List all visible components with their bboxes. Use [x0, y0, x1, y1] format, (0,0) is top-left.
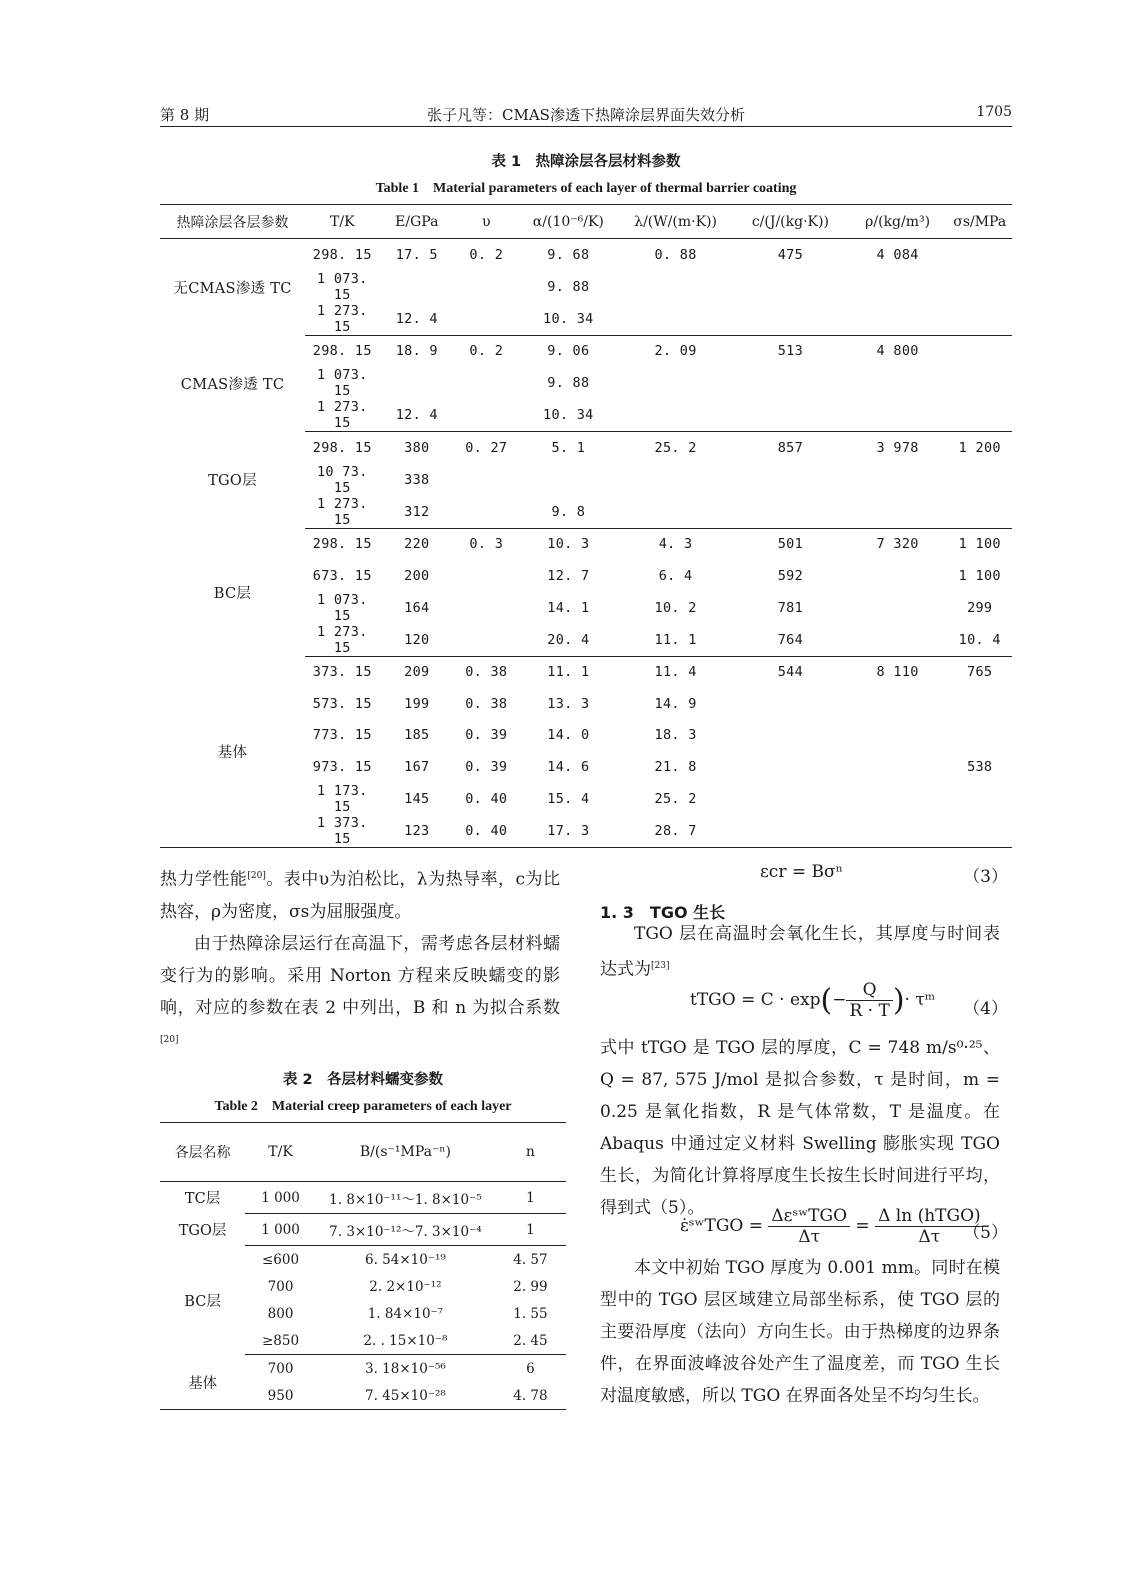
table1-cell: 312 — [404, 503, 430, 520]
table1-cell: 573. 15 — [312, 695, 372, 712]
table1-cell: 200 — [404, 567, 430, 584]
table2-cell: ≤600 — [261, 1251, 300, 1268]
table1-cell: 20. 4 — [547, 631, 590, 648]
left-paragraphs — [160, 860, 560, 1059]
table1-cell — [454, 303, 518, 336]
table1-cell: 14. 6 — [547, 758, 590, 775]
table1-cell: 9. 88 — [547, 375, 590, 391]
table1-cell — [380, 271, 455, 303]
table1-cell: 14. 9 — [654, 695, 697, 712]
table1-cell: 1 273. 15 — [316, 302, 368, 335]
running-title: 张子凡等：CMAS渗透下热障涂层界面失效分析 — [427, 106, 745, 124]
table1-cell: 12. 4 — [395, 407, 438, 423]
table1-cell: 773. 15 — [312, 727, 372, 744]
table1-cell — [848, 783, 948, 815]
table1-layer-name: CMAS渗透 TC — [180, 376, 285, 393]
table1-row — [160, 335, 1012, 367]
table1-cell — [947, 720, 1012, 752]
table1-cell: 10 73. 15 — [316, 463, 368, 496]
table1-cell — [947, 367, 1012, 399]
table1-header-cell: T/K — [305, 205, 380, 239]
table1-cell: 10. 4 — [958, 631, 1001, 648]
table1-cell: 11. 4 — [618, 656, 733, 688]
table1-layer-name: 基体 — [217, 744, 248, 761]
table1-cell: 18. 9 — [380, 335, 455, 367]
table1-cell — [733, 688, 848, 720]
table1-cell: 18. 3 — [654, 727, 697, 744]
table1-cell: 781 — [777, 599, 804, 616]
table1-cell: 185 — [404, 727, 430, 744]
equation-4: tTGO = C · exp(− $\frac{Q}{R \cdot T}$ )· τᵐ — [690, 980, 936, 1021]
table1-cell — [454, 624, 518, 657]
table1-caption-en: Table 1 Material parameters of each layer of thermal barrier coating — [375, 181, 797, 196]
table1-cell: 0. 27 — [454, 432, 518, 464]
table2-row — [160, 1214, 566, 1246]
table1-cell: 298. 15 — [305, 528, 380, 560]
table1-cell: 4 084 — [876, 246, 919, 263]
table1-cell — [947, 688, 1012, 720]
table1-cell — [618, 464, 733, 496]
table1-cell: 21. 8 — [654, 758, 697, 775]
table1-cell: 1 100 — [958, 567, 1001, 584]
table1-header-cell: σs/MPa — [947, 205, 1012, 239]
table1-cell: 544 — [733, 656, 848, 688]
table1-cell — [947, 399, 1012, 432]
page-number: 1705 — [976, 104, 1012, 120]
table1-cell: 10. 34 — [543, 310, 594, 327]
table1-cell — [848, 303, 948, 336]
table1-cell: 973. 15 — [312, 758, 372, 775]
table1-cell — [454, 271, 518, 303]
table1-cell: 13. 3 — [547, 695, 590, 712]
table1-cell: 538 — [967, 758, 993, 775]
table1-cell — [947, 239, 1012, 271]
table1-cell — [454, 399, 518, 432]
table1-cell: 1 173. 15 — [316, 782, 368, 815]
table1-cell — [454, 560, 518, 592]
table1-cell: 199 — [404, 695, 430, 712]
table1-cell: 9. 8 — [551, 503, 586, 520]
table1-cell: 1 200 — [947, 432, 1012, 464]
table1-header-cell: E/GPa — [380, 205, 455, 239]
table2-cell: 700 — [267, 1278, 294, 1295]
table1-cell: 9. 88 — [547, 278, 590, 295]
table1-cell: 0. 2 — [454, 335, 518, 367]
table1-header-cell: λ/(W/(m·K)) — [618, 205, 733, 239]
table1-cell: 164 — [404, 599, 430, 616]
table1-cell: 9. 06 — [519, 335, 619, 367]
table2-row — [160, 1182, 566, 1214]
table1-cell — [733, 815, 848, 848]
table1-cell — [848, 751, 948, 783]
table2-header-cell: T/K — [245, 1123, 316, 1182]
table1-cell — [848, 720, 948, 752]
table1-cell: 14. 1 — [547, 599, 590, 616]
table1-cell: 1 073. 15 — [316, 270, 368, 303]
table2-cell: 700 — [267, 1360, 294, 1377]
table1-cell — [848, 624, 948, 657]
right-paragraph-3: 本文中初始 TGO 厚度为 0.001 mm。同时在模型中的 TGO 层区域建立局部坐标系，使 TGO 层的主要沿厚度（法向）方向生长。由于热梯度的边界条件，在界面波峰波谷处产生了温度差，而 TGO 生长对温度敏感，所以 TGO 在界面各处呈不均匀生长。 — [600, 1258, 1000, 1406]
table2-cell: 1. 84×10⁻⁷ — [367, 1305, 444, 1322]
table1-cell: 373. 15 — [305, 656, 380, 688]
table1-cell: 14. 0 — [547, 727, 590, 744]
table2-cell: 4. 78 — [513, 1387, 548, 1404]
table1-cell: 6. 4 — [658, 567, 693, 584]
table2-layer-name: TC层 — [184, 1191, 221, 1208]
table1-material-parameters — [160, 204, 1012, 848]
table1-cell — [454, 367, 518, 399]
table1-cell: 501 — [733, 528, 848, 560]
table1-cell: 220 — [380, 528, 455, 560]
table2-cell: 950 — [267, 1387, 294, 1404]
table1-cell — [733, 751, 848, 783]
table1-cell — [848, 688, 948, 720]
table2-cell: 6. 54×10⁻¹⁹ — [365, 1251, 446, 1268]
table1-cell: 592 — [777, 567, 804, 584]
table1-cell: 8 110 — [848, 656, 948, 688]
table1-cell — [848, 464, 948, 496]
table2-cell: 2. 45 — [495, 1327, 566, 1355]
table2-row — [160, 1246, 566, 1274]
section-heading: 1. 3 TGO 生长 — [600, 903, 726, 922]
table1-cell — [733, 399, 848, 432]
table1-cell: 299 — [967, 599, 993, 616]
table1-cell: 2. 09 — [618, 335, 733, 367]
table1-cell: 10. 3 — [519, 528, 619, 560]
table1-cell: 380 — [380, 432, 455, 464]
table1-cell — [947, 496, 1012, 529]
table1-layer-name: BC层 — [213, 585, 252, 602]
table1-cell: 338 — [404, 471, 430, 488]
table1-cell — [618, 367, 733, 399]
table1-header-cell: ρ/(kg/m³) — [848, 205, 948, 239]
table1-cell: 12. 7 — [547, 567, 590, 584]
table1-cell — [733, 720, 848, 752]
table1-cell — [733, 496, 848, 529]
right-paragraph-2: 式中 tTGO 是 TGO 层的厚度，C = 748 m/s⁰·²⁵、Q = 87, 575 J/mol 是拟合参数，τ 是时间，m = 0.25 是氧化指数，R 是气体常数，T 是温度。在 Abaqus 中通过定义材料 Swelling 膨胀实现 TGO 生长，为简化计算将厚度生长按生长时间进行平均，得到式（5）。 — [600, 1038, 1000, 1218]
table1-cell — [848, 592, 948, 624]
table2-cell: 1 000 — [245, 1214, 316, 1246]
table1-cell: 298. 15 — [305, 432, 380, 464]
table2-creep-parameters — [160, 1122, 566, 1410]
table1-cell: 5. 1 — [519, 432, 619, 464]
table1-cell — [848, 367, 948, 399]
table2-cell: 1 — [495, 1182, 566, 1214]
table1-cell: 120 — [404, 631, 430, 648]
table2-cell: 1 000 — [245, 1182, 316, 1214]
running-header — [160, 100, 1012, 127]
table2-cell: 800 — [267, 1305, 294, 1322]
table1-layer-name: TGO层 — [208, 473, 257, 490]
table1-header-cell: α/(10⁻⁶/K) — [519, 205, 619, 239]
table1-cell: 1 073. 15 — [316, 367, 368, 399]
citation: [20] — [160, 1034, 179, 1045]
table1-cell: 298. 15 — [305, 335, 380, 367]
table2-cell: 1. 8×10⁻¹¹～1. 8×10⁻⁵ — [316, 1182, 495, 1214]
table1-cell — [848, 815, 948, 848]
table1-cell: 10. 34 — [543, 407, 594, 423]
table1-cell — [618, 399, 733, 432]
table2-cell: 4. 57 — [513, 1251, 548, 1268]
table1-row — [160, 528, 1012, 560]
equation-4-number: （4） — [963, 999, 1008, 1019]
left-paragraph-2: 由于热障涂层运行在高温下，需考虑各层材料蠕变行为的影响。采用 Norton 方程来反映蠕变的影响，对应的参数在表 2 中列出，B 和 n 为拟合系数[20] — [160, 933, 560, 1045]
table2-caption-en: Table 2 Material creep parameters of each layer — [214, 1099, 512, 1114]
table1-cell — [618, 303, 733, 336]
citation: [23] — [651, 961, 670, 971]
table1-cell: 4. 3 — [618, 528, 733, 560]
table1-cell: 15. 4 — [547, 790, 590, 807]
table1-cell: 0. 39 — [465, 727, 508, 744]
table2-layer-name: TGO层 — [160, 1214, 245, 1246]
table1-cell — [733, 783, 848, 815]
table1-cell: 11. 1 — [654, 631, 697, 648]
table1-cell: 0. 39 — [465, 758, 508, 775]
issue-label: 第 8 期 — [160, 106, 210, 124]
table1-cell: 3 978 — [848, 432, 948, 464]
table1-cell — [848, 560, 948, 592]
table1-cell: 673. 15 — [312, 567, 372, 584]
table1-cell — [733, 464, 848, 496]
table1-cell: 1 273. 15 — [316, 495, 368, 528]
table2-row — [160, 1355, 566, 1383]
table2-cell: 2. 2×10⁻¹² — [369, 1278, 442, 1295]
table1-cell — [947, 271, 1012, 303]
table1-cell: 123 — [404, 822, 430, 839]
citation: [20] — [247, 871, 266, 881]
table1-cell — [733, 367, 848, 399]
table1-cell — [733, 303, 848, 336]
table2-cell: 3. 18×10⁻⁵⁶ — [365, 1360, 446, 1377]
equation-3-number: （3） — [963, 867, 1008, 887]
table1-cell: 475 — [777, 246, 804, 263]
table1-header-cell: υ — [454, 205, 518, 239]
table1-cell — [454, 464, 518, 496]
table1-cell: 1 073. 15 — [316, 591, 368, 624]
table1-cell: 4 800 — [848, 335, 948, 367]
right-paragraph-1: TGO 层在高温时会氧化生长，其厚度与时间表达式为[23] — [600, 924, 1000, 980]
table1-cell — [947, 303, 1012, 336]
table1-cell: 513 — [733, 335, 848, 367]
table1-cell — [947, 335, 1012, 367]
table2-caption-cn: 表 2 各层材料蠕变参数 — [282, 1072, 444, 1088]
table1-header-cell: 热障涂层各层参数 — [160, 205, 305, 239]
table1-cell — [947, 783, 1012, 815]
table1-cell: 9. 68 — [547, 246, 590, 263]
equation-5: ε̇ˢʷTGO = $\frac{\text{ΔεˢʷTGO}}{\Delta\tau}$ = $\frac{\text{Δ ln (hTGO)}}{\Delta\tau}$ — [680, 1206, 984, 1247]
table1-cell: 1 373. 15 — [316, 814, 368, 847]
table1-cell: 7 320 — [848, 528, 948, 560]
table1-cell: 28. 7 — [654, 822, 697, 839]
table1-cell — [519, 464, 619, 496]
table1-cell: 12. 4 — [395, 310, 438, 327]
table1-cell: 17. 5 — [395, 246, 438, 263]
table2-cell: 7. 3×10⁻¹²～7. 3×10⁻⁴ — [316, 1214, 495, 1246]
table1-cell: 209 — [380, 656, 455, 688]
table1-cell — [454, 592, 518, 624]
table1-cell: 0. 3 — [454, 528, 518, 560]
table2-cell: ≥850 — [245, 1327, 316, 1355]
table1-cell: 857 — [733, 432, 848, 464]
table1-cell — [454, 496, 518, 529]
table1-cell — [380, 367, 455, 399]
table2-cell: 1 — [495, 1214, 566, 1246]
table1-cell: 0. 40 — [465, 822, 508, 839]
table1-cell: 1 273. 15 — [316, 399, 368, 431]
table2-cell: 2. . 15×10⁻⁸ — [316, 1327, 495, 1355]
table1-row — [160, 656, 1012, 688]
table1-cell — [733, 271, 848, 303]
table1-layer-name: 无CMAS渗透 TC — [173, 280, 292, 297]
table1-cell: 0. 40 — [465, 790, 508, 807]
table2-cell: 1. 55 — [513, 1305, 548, 1322]
table1-row — [160, 239, 1012, 271]
table1-cell: 1 100 — [947, 528, 1012, 560]
table1-cell: 298. 15 — [312, 246, 372, 263]
table2-cell: 6 — [526, 1360, 535, 1377]
table1-cell: 17. 3 — [547, 822, 590, 839]
equation-3: εcr = Bσⁿ — [760, 862, 843, 882]
table1-cell: 10. 2 — [654, 599, 697, 616]
table1-cell: 145 — [404, 790, 430, 807]
table2-layer-name: 基体 — [188, 1375, 218, 1392]
table1-cell: 765 — [947, 656, 1012, 688]
table1-cell: 167 — [404, 758, 430, 775]
table1-cell: 1 273. 15 — [316, 623, 368, 656]
table1-cell: 25. 2 — [654, 790, 697, 807]
table1-cell — [848, 496, 948, 529]
table1-cell: 0. 38 — [465, 695, 508, 712]
equation-5-number: （5） — [963, 1223, 1008, 1243]
table2-header-cell: B/(s⁻¹MPa⁻ⁿ) — [316, 1123, 495, 1182]
table1-cell — [848, 271, 948, 303]
table1-cell — [618, 496, 733, 529]
table1-cell: 25. 2 — [618, 432, 733, 464]
table1-cell — [848, 399, 948, 432]
table2-layer-name: BC层 — [160, 1246, 245, 1355]
table2-cell: 2. 99 — [513, 1278, 548, 1295]
table1-cell — [947, 464, 1012, 496]
table1-caption-cn: 表 1 热障涂层各层材料参数 — [491, 154, 681, 170]
table1-cell: 0. 88 — [654, 246, 697, 263]
table2-cell: 7. 45×10⁻²⁸ — [365, 1387, 446, 1404]
table1-cell — [618, 271, 733, 303]
left-paragraph-1: 热力学性能[20]。表中υ为泊松比，λ为热导率，c为比热容，ρ为密度，σs为屈服强度。 — [160, 869, 560, 922]
table1-cell: 0. 38 — [454, 656, 518, 688]
table1-header-cell: c/(J/(kg·K)) — [733, 205, 848, 239]
table1-cell — [947, 815, 1012, 848]
table1-cell: 0. 2 — [469, 246, 504, 263]
table1-cell: 764 — [777, 631, 804, 648]
table2-header-cell: n — [495, 1123, 566, 1182]
table2-header-cell: 各层名称 — [160, 1123, 245, 1182]
table1-cell: 11. 1 — [519, 656, 619, 688]
table1-row — [160, 432, 1012, 464]
